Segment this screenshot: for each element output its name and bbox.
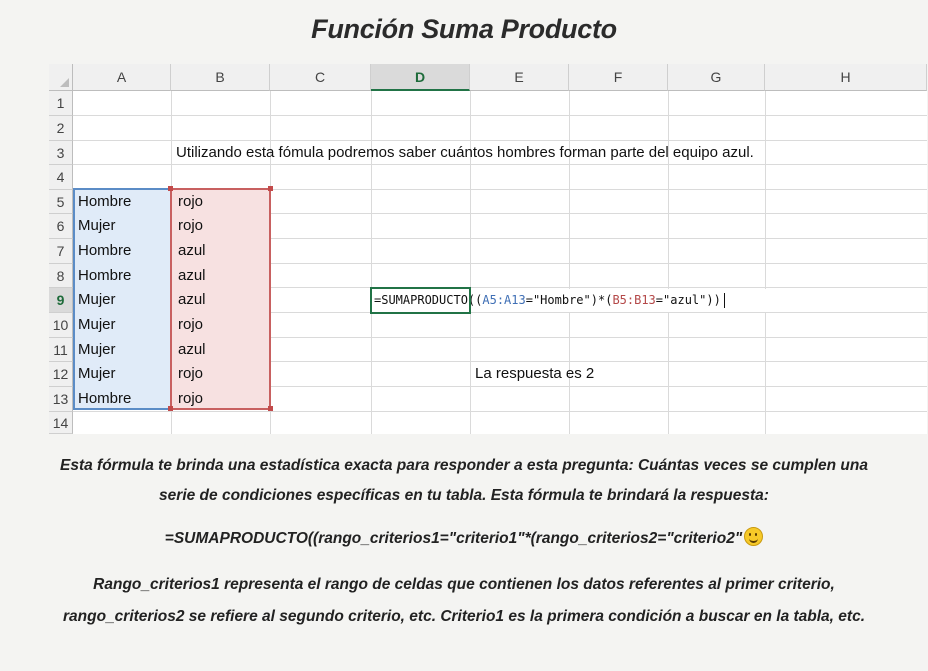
row-header-5[interactable]: 5 [49,190,73,214]
spreadsheet [49,64,927,434]
cell-a9[interactable]: Mujer [78,291,116,308]
col-header-a[interactable]: A [73,64,171,91]
formula-criterion2: ="azul")) [655,293,721,307]
caption-line-2: serie de condiciones específicas en tu tabla. Esta fórmula te brindará la respuesta: [159,487,769,504]
row-header-10[interactable]: 10 [49,313,73,338]
col-header-d[interactable]: D [371,64,470,91]
cell-a13[interactable]: Hombre [78,390,132,407]
caption-formula-text: =SUMAPRODUCTO((rango_criterios1="criterio1"*(rango_criterios2="criterio2" [164,530,743,547]
cell-a12[interactable]: Mujer [78,365,116,382]
col-header-b[interactable]: B [171,64,270,91]
cell-b7[interactable]: azul [178,242,206,259]
winking-smiley-icon [744,527,763,546]
row-header-2[interactable]: 2 [49,116,73,141]
cell-b12[interactable]: rojo [178,365,204,382]
text-cursor [724,293,725,308]
cell-a8[interactable]: Hombre [78,267,132,284]
col-header-g[interactable]: G [668,64,765,91]
page-title: Función Suma Producto [311,14,617,44]
col-header-f[interactable]: F [569,64,668,91]
note-cell-b3[interactable]: Utilizando esta fómula podremos saber cuántos hombres forman parte del equipo azul. [176,144,754,161]
cell-a5[interactable]: Hombre [78,193,132,210]
cell-a6[interactable]: Mujer [78,217,116,234]
cell-a7[interactable]: Hombre [78,242,132,259]
row-header-7[interactable]: 7 [49,239,73,264]
cell-a10[interactable]: Mujer [78,316,116,333]
row-header-3[interactable]: 3 [49,141,73,165]
cell-b9[interactable]: azul [178,291,206,308]
row-header-8[interactable]: 8 [49,264,73,288]
row-header-13[interactable]: 13 [49,387,73,412]
col-header-h[interactable]: H [765,64,927,91]
formula-range1: A5:A13 [482,293,526,307]
caption-line-4: rango_criterios2 se refiere al segundo criterio, etc. Criterio1 es la primera condición a buscar en la tabla, etc. [63,608,865,625]
cell-b10[interactable]: rojo [178,316,204,333]
caption-line-1: Esta fórmula te brinda una estadística exacta para responder a esta pregunta: Cuántas veces se cumplen una [59,457,868,474]
row-header-9[interactable]: 9 [49,288,73,313]
formula-range2: B5:B13 [612,293,656,307]
row-header-1[interactable]: 1 [49,91,73,116]
col-header-e[interactable]: E [470,64,569,91]
answer-cell-e12[interactable]: La respuesta es 2 [475,365,595,382]
row-header-11[interactable]: 11 [49,338,73,362]
formula-prefix: =SUMAPRODUCTO(( [374,293,483,307]
cell-b11[interactable]: azul [178,341,206,358]
cell-b8[interactable]: azul [178,267,206,284]
cell-b6[interactable]: rojo [178,217,204,234]
select-all-corner[interactable] [49,64,73,91]
row-header-6[interactable]: 6 [49,214,73,239]
cell-b5[interactable]: rojo [178,193,204,210]
cell-a11[interactable]: Mujer [78,341,116,358]
row-header-14[interactable]: 14 [49,412,73,434]
row-header-4[interactable]: 4 [49,165,73,190]
caption-line-3: Rango_criterios1 representa el rango de celdas que contienen los datos referentes al primer criterio, [93,576,835,593]
col-header-c[interactable]: C [270,64,371,91]
cell-b13[interactable]: rojo [178,390,204,407]
active-cell-border [370,287,471,314]
row-header-12[interactable]: 12 [49,362,73,387]
formula-criterion1: ="Hombre")*( [525,293,613,307]
caption-formula [0,524,928,554]
